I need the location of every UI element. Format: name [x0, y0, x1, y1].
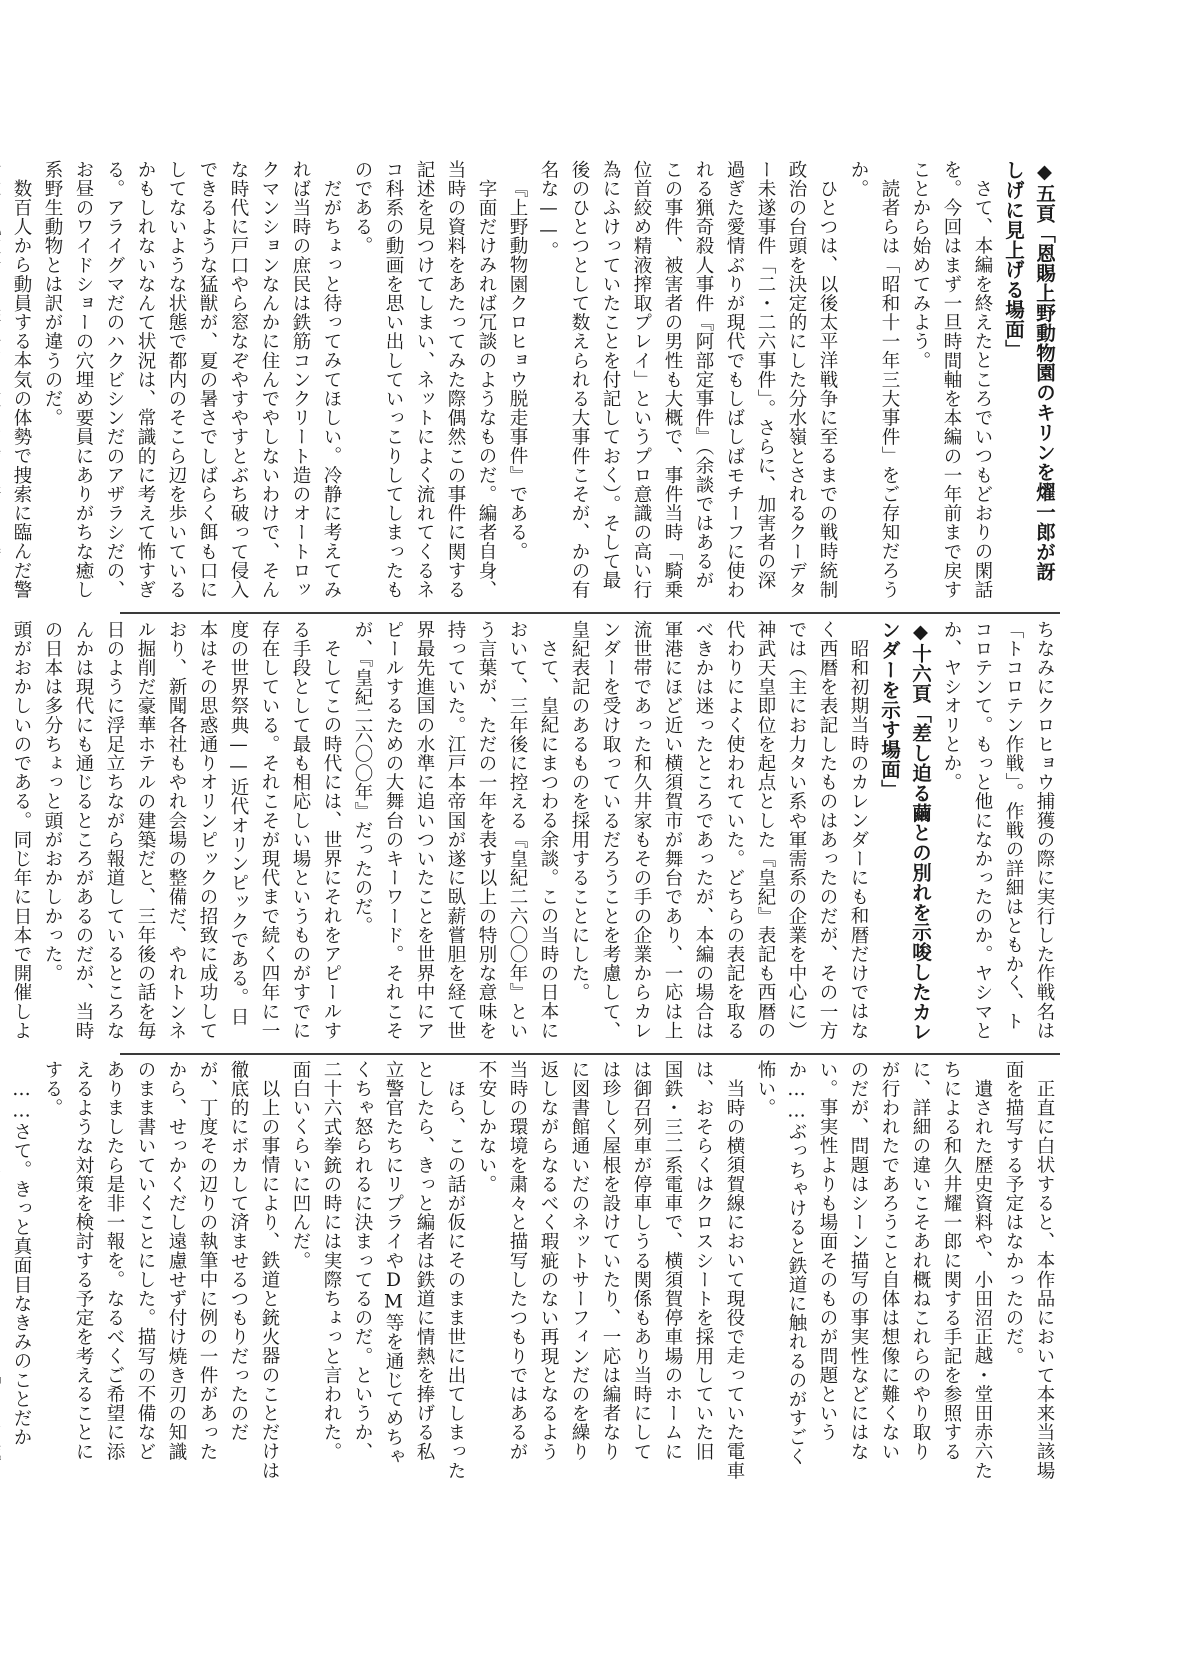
paragraph: 遺された歴史資料や、小田沼正越・堂田赤六たちによる和久井耀一郎に関する手記を参照するに、詳細の違いこそあれ概ねこれらのやり取りが行われたであろうこと自体は想像に難くないのだが、問題はシーン描写の事実性などにはない。事実性よりも場面そのものが問題というか……ぶっちゃけると鉄道に触れるのがすごく怖い。	[755, 1060, 993, 1480]
paragraph: だがちょっと待ってみてほしい。冷静に考えてみれば当時の庶民は鉄筋コンクリート造のオートロックマンションなんかに住んでやしないわけで、そんな時代に戸口やら窓なぞやすやすとぶち破って侵入できるような猛獣が、夏の暑さでしばらく餌も口にしてないような状態で都内のそこら辺を歩いているかもしれないなんて状況は、常識的に考えて怖すぎる。アライグマだのハクビシンだのアザラシだの、お昼のワイドショーの穴埋め要員にありがちな癒し系野生動物とは訳が違うのだ。	[42, 160, 342, 600]
section-enshi-ueno	[11, 160, 1060, 600]
paragraph: 数百人から動員する本気の体勢で捜索に臨んだ警	[11, 178, 32, 599]
section-heading: ◆十六頁「差し迫る繭との別れを示唆したカレンダーを示す場面」	[878, 620, 932, 1042]
paragraph: 『上野動物園クロヒョウ脱走事件』である。	[507, 178, 528, 561]
paragraph: ほら、この話が仮にそのまま世に出てしまったとしたら、きっと編者は鉄道に情熱を捧げる私立警官たちにリプライやDM等を通じてめちゃくちゃ怒られるに決まってるのだ。というか、二十六式拳銃の時には実際ちょっと言われた。面白いくらいに凹んだ。	[290, 1060, 466, 1480]
section-calendar	[11, 620, 1060, 1045]
paragraph: 字面だけみれば冗談のようなものだ。編者自身、当時の資料をあたってみた際偶然この事件に関する記述を見つけてしまい、ネットによく流れてくるネコ科系の動画を思い出していっこりしてしまったものである。	[352, 160, 497, 600]
paragraph: ……さて。きっと真面目なきみのことだか	[11, 1078, 32, 1447]
section-divider	[120, 1053, 1060, 1055]
paragraph: そしてこの時代には、世界にそれをアピールする手段として最も相応しい場というものがすでに存在している。それこそが現代まで続く四年に一度の世界祭典——近代オリンピックである。日本はその思惑通りオリンピックの招致に成功しており、新聞各社もやれ会場の整備だ、やれトンネル掘削だ豪華ホテルの建築だと、三年後の話を毎日のように浮足立ちながら報道しているところなんかは現代にも通じるところがあるのだが、当時の日本は多分ちょっと頭がおかしかった。	[42, 620, 342, 1041]
paragraph: 正直に白状すると、本作品において本来当該場面を描写する予定はなかったのだ。	[1003, 1060, 1055, 1480]
paragraph: 以上の事情により、鉄道と銃火器のことだけは徹底的にボカして済ませるつもりだったのだが、丁度その辺りの執筆中に例の一件があったから、せっかくだし遠慮せず付け焼き刃の知識のまま書いていくことにした。描写の不備などありましたら是非一報を。なるべくご希望に添えるような対策を検討する予定を考えることにする。	[42, 1060, 280, 1480]
paragraph: さて、皇紀にまつわる余談。この当時の日本において、三年後に控える『皇紀二六〇〇年』という言葉が、ただの一年を表す以上の特別な意味を持っていた。江戸本帝国が遂に臥薪嘗胆を経て世界最先進国の水準に追いついたことを世界中にアピールするための大舞台のキーワード。それこそが、『皇紀二六〇〇年』だったのだ。	[352, 620, 559, 1041]
paragraph: 当時の横須賀線において現役で走っていた電車は、おそらくはクロスシートを採用していた旧国鉄・三二系電車で、横須賀停車場のホームには御召列車が停車しうる関係もあり当時にしては珍しく屋根を設けていたり、一応は編者なりに図書館通いだのネットサーフィンだのを繰り返しながらなるべく瑕疵のない再現となるよう当時の環境を粛々と描写したつもりではあるが不安しかない。	[476, 1060, 745, 1480]
section-heading: ◆五頁「恩賜上野動物園のキリンを燿一郎が訝しげに見上げる場面」	[1002, 160, 1056, 582]
paragraph: 頭がおかしいのである。同じ年に日本で開催しよ	[11, 620, 32, 1041]
paragraph: ひとつは、以後太平洋戦争に至るまでの戦時統制政治の台頭を決定的にした分水嶺とされるクーデター未遂事件「二・二六事件」。さらに、加害者の深過ぎた愛情ぶりが現代でもしばしばモチーフに使われる猟奇殺人事件『阿部定事件』（余談ではあるがこの事件、被害者の男性も大概で、事件当時「騎乗位首絞め精液搾取プレイ」というプロ意識の高い行為にふけっていたことを付記しておく）。そして最後のひとつとして数えられる大事件こそが、かの有名な——。	[538, 160, 838, 600]
section-yokosuka-station	[11, 1060, 1060, 1480]
paragraph: さて、本編を終えたところでいつもどおりの閑話を。今回はまず一旦時間軸を本編の一年前まで戻すことから始めてみよう。	[910, 160, 993, 600]
paragraph: ちなみにクロヒョウ捕獲の際に実行した作戦名は「トコロテン作戦」。作戦の詳細はともかく、トコロテンて。もっと他になかったのか。ヤシマとか、ヤシオリとか。	[941, 620, 1055, 1041]
section-divider	[120, 612, 1060, 614]
paragraph: 読者らは「昭和十一年三大事件」をご存知だろうか。	[848, 160, 900, 599]
paragraph: 昭和初期当時のカレンダーにも和暦だけではなく西暦を表記したものはあったのだが、その一方では（主にお力タい系や軍需系の企業を中心に）神武天皇即位を起点とした『皇紀』表記も西暦の代わりによく使われていた。どちらの表記を取るべきかは迷ったところであったが、本編の場合は軍港にほど近い横須賀市が舞台であり、一応は上流世帯であった和久井家もその手の企業からカレンダーを受け取っているだろうことを考慮して、皇紀表記のあるものを採用することにした。	[569, 620, 869, 1041]
